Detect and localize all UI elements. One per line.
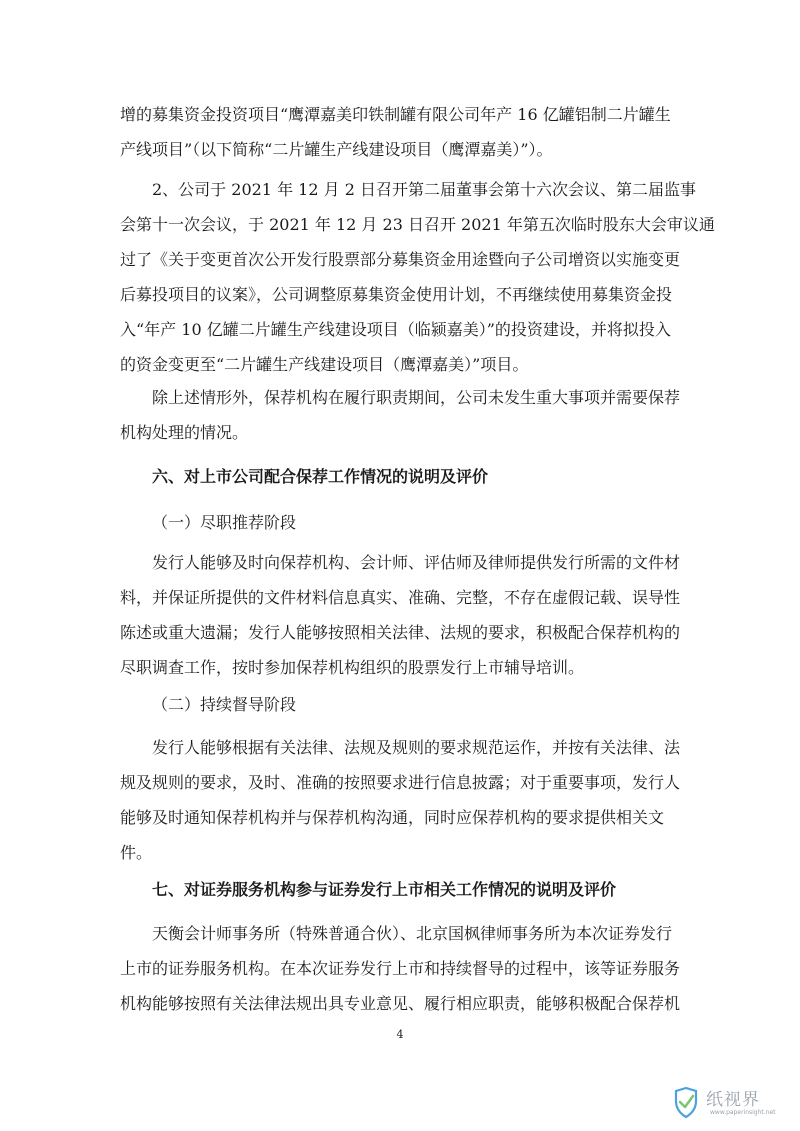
text-line: 2、公司于 2021 年 12 月 2 日召开第二届董事会第十六次会议、第二届监事 bbox=[152, 180, 696, 199]
text-line: 后募投项目的议案》，公司调整原募集资金使用计划，不再继续使用募集资金投 bbox=[120, 285, 673, 304]
text-line: 规及规则的要求，及时、准确的按照要求进行信息披露；对于重要事项，发行人 bbox=[120, 773, 681, 792]
watermark bbox=[670, 1083, 782, 1123]
text-line: 上市的证券服务机构。在本次证券发行上市和持续督导的过程中，该等证券服务 bbox=[120, 959, 681, 978]
section-heading-6: 六、对上市公司配合保荐工作情况的说明及评价 bbox=[152, 467, 489, 486]
section-heading-7: 七、对证券服务机构参与证券发行上市相关工作情况的说明及评价 bbox=[152, 880, 617, 899]
text-line: 能够及时通知保荐机构并与保荐机构沟通，同时应保荐机构的要求提供相关文 bbox=[120, 808, 665, 827]
subsection-heading-1: （一）尽职推荐阶段 bbox=[152, 513, 297, 532]
text-line: 陈述或重大遗漏；发行人能够按照相关法律、法规的要求，积极配合保荐机构的 bbox=[120, 623, 681, 642]
text-line: 天衡会计师事务所（特殊普通合伙）、北京国枫律师事务所为本次证券发行 bbox=[152, 924, 673, 943]
paragraph-5 bbox=[120, 730, 684, 870]
paragraph-2 bbox=[120, 172, 715, 382]
paragraph-4 bbox=[120, 545, 684, 685]
text-line: 件。 bbox=[120, 843, 153, 862]
paperinsight-logo-icon bbox=[670, 1085, 702, 1119]
text-line: 机构处理的情况。 bbox=[120, 423, 249, 442]
watermark-brand: 纸视界 bbox=[706, 1090, 760, 1110]
text-line: 会第十一次会议，于 2021 年 12 月 23 日召开 2021 年第五次临时股东大会审议通 bbox=[120, 215, 715, 234]
watermark-url: www.paperinsight.net bbox=[710, 1109, 776, 1116]
text-line: 机构能够按照有关法律法规出具专业意见、履行相应职责，能够积极配合保荐机 bbox=[120, 994, 681, 1013]
subsection-heading-2: （二）持续督导阶段 bbox=[152, 695, 297, 714]
text-line: 过了《关于变更首次公开发行股票部分募集资金用途暨向子公司增资以实施变更 bbox=[120, 250, 681, 269]
text-line: 除上述情形外，保荐机构在履行职责期间，公司未发生重大事项并需要保荐 bbox=[152, 388, 681, 407]
text-line: 发行人能够及时向保荐机构、会计师、评估师及律师提供发行所需的文件材 bbox=[152, 553, 681, 572]
paragraph-1 bbox=[120, 97, 684, 167]
text-line: 的资金变更至“二片罐生产线建设项目（鹰潭嘉美）”项目。 bbox=[120, 355, 529, 374]
text-line: 增的募集资金投资项目“鹰潭嘉美印铁制罐有限公司年产 16 亿罐铝制二片罐生 bbox=[120, 105, 671, 124]
text-line: 入“年产 10 亿罐二片罐生产线建设项目（临颍嘉美）”的投资建设，并将拟投入 bbox=[120, 320, 671, 339]
page-number: 4 bbox=[396, 1028, 404, 1041]
paragraph-6 bbox=[120, 916, 684, 1021]
paragraph-3 bbox=[120, 380, 684, 450]
text-line: 料，并保证所提供的文件材料信息真实、准确、完整，不存在虚假记载、误导性 bbox=[120, 588, 681, 607]
text-line: 尽职调查工作，按时参加保荐机构组织的股票发行上市辅导培训。 bbox=[120, 658, 585, 677]
text-line: 产线项目”（以下简称“二片罐生产线建设项目（鹰潭嘉美）”）。 bbox=[120, 140, 553, 159]
text-line: 发行人能够根据有关法律、法规及规则的要求规范运作，并按有关法律、法 bbox=[152, 738, 681, 757]
